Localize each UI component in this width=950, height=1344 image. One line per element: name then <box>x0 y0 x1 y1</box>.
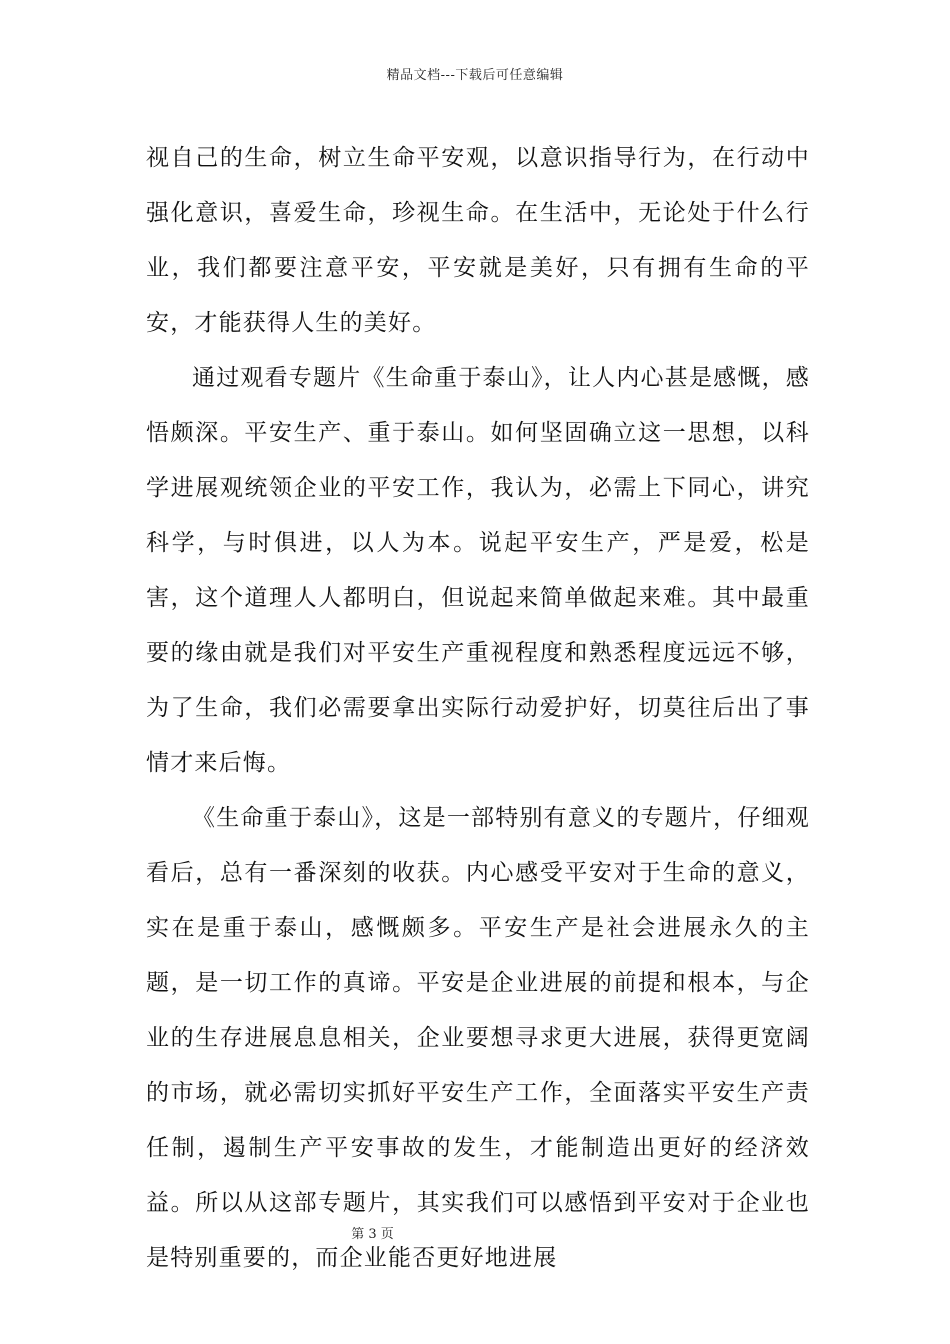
paragraph: 通过观看专题片《生命重于泰山》，让人内心甚是感慨，感悟颇深。平安生产、重于泰山。如何坚固确立这一思想，以科学进展观统领企业的平安工作，我认为，必需上下同心，讲究科学，与时俱进，以人为本。说起平安生产，严是爱，松是害，这个道理人人都明白，但说起来简单做起来难。其中最重要的缘由就是我们对平安生产重视程度和熟悉程度远远不够，为了生命，我们必需要拿出实际行动爱护好，切莫往后出了事情才来后悔。 <box>146 365 810 776</box>
page-header: 精品文档---下载后可任意编辑 <box>386 68 564 83</box>
document-body <box>146 131 810 1286</box>
paragraph: 《生命重于泰山》，这是一部特别有意义的专题片，仔细观看后，总有一番深刻的收获。内心感受平安对于生命的意义，实在是重于泰山，感慨颇多。平安生产是社会进展永久的主题，是一切工作的真谛。平安是企业进展的前提和根本，与企业的生存进展息息相关，企业要想寻求更大进展，获得更宽阔的市场，就必需切实抓好平安生产工作，全面落实平安生产责任制，遏制生产平安事故的发生，才能制造出更好的经济效益。所以从这部专题片，其实我们可以感悟到平安对于企业也是特别重要的，而企业能否更好地进展 <box>146 805 810 1271</box>
page-number: 第 3 页 <box>351 1227 394 1242</box>
paragraph-continued: 视自己的生命，树立生命平安观，以意识指导行为，在行动中强化意识，喜爱生命，珍视生命。在生活中，无论处于什么行业，我们都要注意平安，平安就是美好，只有拥有生命的平安，才能获得人生的美好。 <box>146 145 810 336</box>
